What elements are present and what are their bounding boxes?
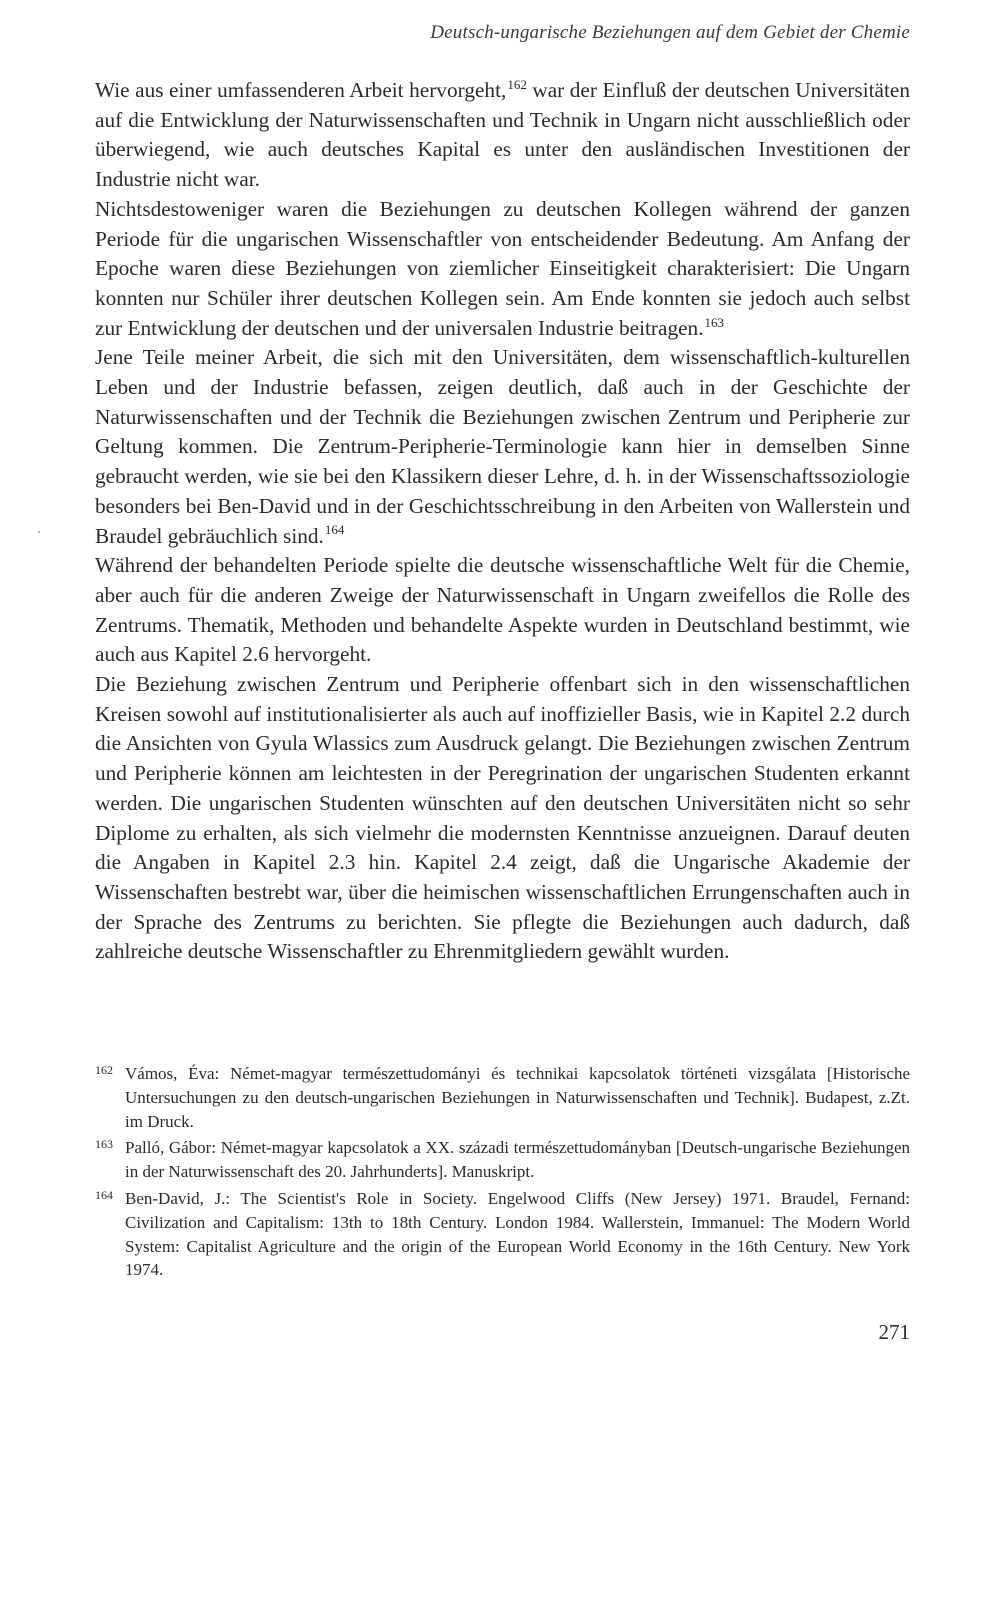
paragraph-text: Jene Teile meiner Arbeit, die sich mit den Universitäten, dem wissenschaftlich-kulturellen Leben und der Industrie befassen, zeigen deutlich, daß auch in der Geschichte der Naturwissenschaften und der Technik die Beziehungen zwischen Zentrum und Peripherie zur Geltung kommen. Die Zentrum-Peripherie-Terminologie kann hier in demselben Sinne gebraucht werden, wie sie bei den Klassikern dieser Lehre, d. h. in der Wissenschaftssoziologie besonders bei Ben-David und in der Geschichtsschreibung in den Arbeiten von Wallerstein und Braudel gebräuchlich sind. [95, 345, 910, 548]
page-number: 271 [878, 1320, 910, 1344]
footnote-number: 162 [95, 1063, 113, 1077]
paragraph-text: Während der behandelten Periode spielte die deutsche wissenschaftliche Welt für die Chemie, aber auch für die anderen Zweige der Naturwissenschaft in Ungarn zweifellos die Rolle des Zentrums. Thematik, Methoden und behandelte Aspekte wurden in Deutschland bestimmt, wie auch aus Kapitel 2.6 hervorgeht. [95, 553, 910, 667]
footnote [95, 1136, 910, 1184]
footnote [95, 1062, 910, 1133]
margin-dot [38, 531, 40, 533]
running-header: Deutsch-ungarische Beziehungen auf dem Gebiet der Chemie [430, 22, 910, 43]
body-text [95, 76, 910, 967]
paragraph [95, 195, 910, 344]
paragraph [95, 551, 910, 670]
footnotes [95, 1062, 910, 1285]
footnote-number: 163 [95, 1137, 113, 1152]
paragraph [95, 76, 910, 195]
paragraph [95, 343, 910, 551]
footnote-reference: 163 [704, 314, 725, 330]
paragraph-text: Wie aus einer umfassenderen Arbeit hervorgeht, [95, 78, 507, 102]
paragraph-text-continued: war der Einfluß der deutschen Universitäten auf die Entwicklung der Naturwissenschaften und Technik in Ungarn nicht ausschließlich oder überwiegend, wie auch deutsches Kapital es unter den ausländischen Investitionen der Industrie nicht war. [95, 78, 910, 192]
footnote-reference: 162 [507, 76, 527, 92]
footnote-reference: 164 [324, 522, 345, 538]
footnote-text: Palló, Gábor: Német-magyar kapcsolatok a XX. századi természettudományban [Deutsch-ungarische Beziehungen in der Naturwissenschaft des 20. Jahrhunderts]. Manuskript. [125, 1138, 910, 1182]
footnote [95, 1187, 910, 1282]
paragraph-text: Die Beziehung zwischen Zentrum und Peripherie offenbart sich in den wissenschaftlichen Kreisen sowohl auf institutionalisierter als auch auf inoffizieller Basis, wie in Kapitel 2.2 durch die Ansichten von Gyula Wlassics zum Ausdruck gelangt. Die Beziehungen zwischen Zentrum und Peripherie können am leichtesten in der Peregrination der ungarischen Studenten erkannt werden. Die ungarischen Studenten wünschten auf den deutschen Universitäten nicht so sehr Diplome zu erhalten, als sich vielmehr die modernsten Kenntnisse anzueignen. Darauf deuten die Angaben in Kapitel 2.3 hin. Kapitel 2.4 zeigt, daß die Ungarische Akademie der Wissenschaften bestrebt war, über die heimischen wissenschaftlichen Errungenschaften auch in der Sprache des Zentrums zu berichten. Sie pflegte die Beziehungen auch dadurch, daß zahlreiche deutsche Wissenschaftler zu Ehrenmitgliedern gewählt wurden. [95, 672, 910, 964]
footnote-text: Ben-David, J.: The Scientist's Role in Society. Engelwood Cliffs (New Jersey) 1971. Braudel, Fernand: Civilization and Capitalism: 13th to 18th Century. London 1984. Wallerstein, Immanuel: The Modern World System: Capitalist Agriculture and the origin of the European World Economy in the 16th Century. New York 1974. [125, 1188, 910, 1280]
footnote-text: Vámos, Éva: Német-magyar természettudományi és technikai kapcsolatok történeti vizsgálata [Historische Untersuchungen zu den deutsch-ungarischen Beziehungen in Naturwissenschaften und Technik]. Budapest, z.Zt. im Druck. [125, 1064, 910, 1131]
footnote-number: 164 [95, 1187, 113, 1202]
paragraph [95, 670, 910, 967]
paragraph-text: Nichtsdestoweniger waren die Beziehungen zu deutschen Kollegen während der ganzen Periode für die ungarischen Wissenschaftler von entscheidender Bedeutung. Am Anfang der Epoche waren diese Beziehungen von ziemlicher Einseitigkeit charakterisiert: Die Ungarn konnten nur Schüler ihrer deutschen Kollegen sein. Am Ende konnten sie jedoch auch selbst zur Entwicklung der deutschen und der universalen Industrie beitragen. [95, 196, 910, 340]
